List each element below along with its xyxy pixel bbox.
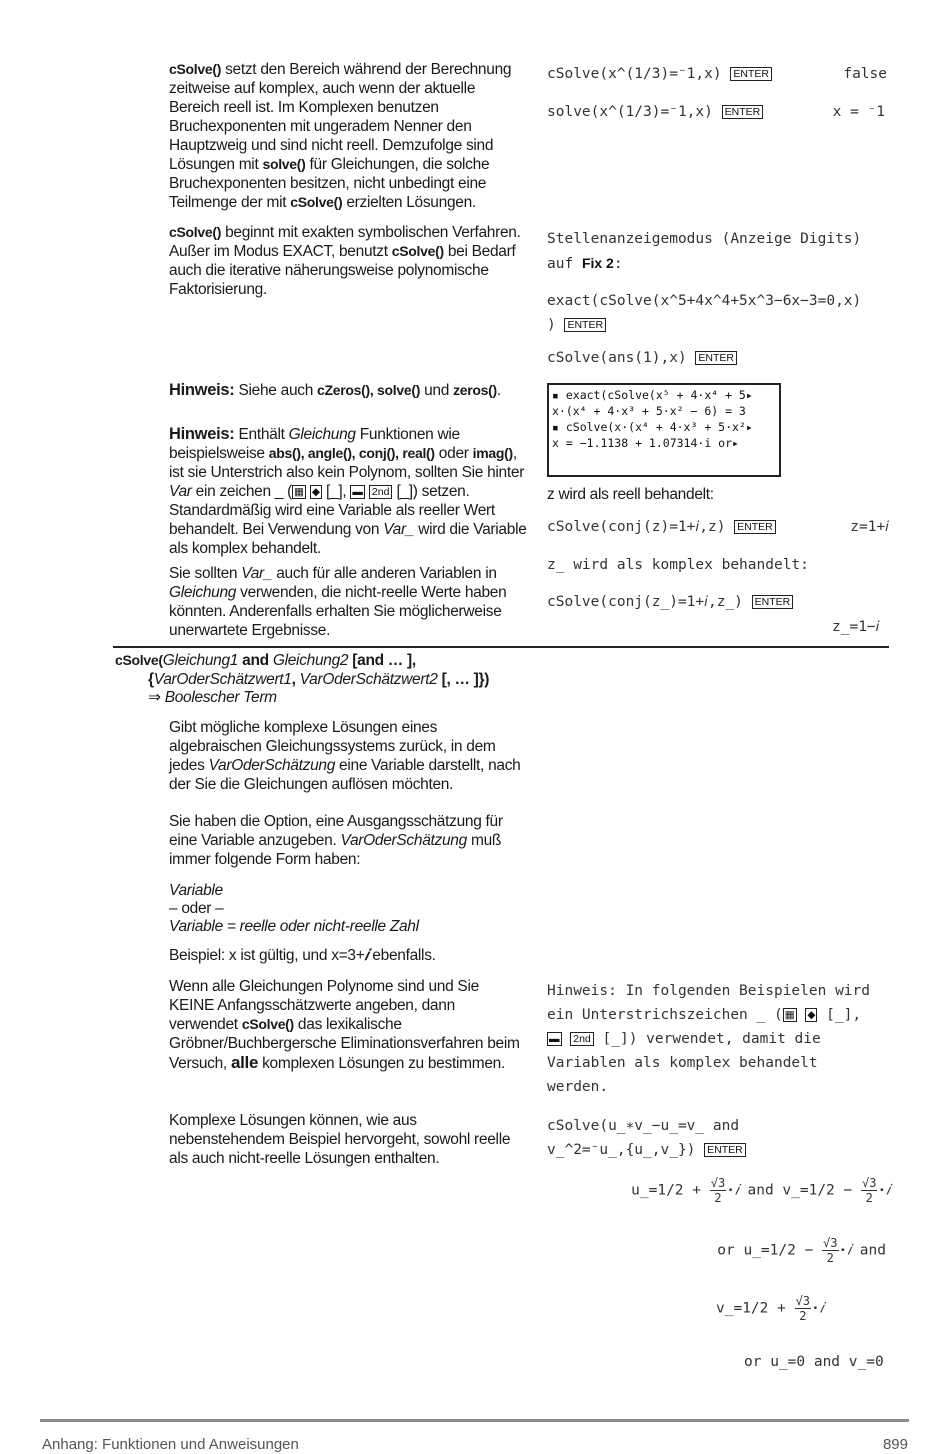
text: werden. [547,1079,609,1095]
text: [_], [826,1007,862,1023]
footer-rule [40,1419,909,1422]
denominator: 2 [865,1191,873,1205]
fraction [822,1236,838,1265]
mode-value: Fix 2 [581,255,614,271]
param: Gleichung2 [272,652,349,669]
expression: cSolve(conj(z)=1+𝑖,z) [547,519,726,535]
example-conj-complex [547,594,793,610]
form-list [169,882,525,936]
syntax: { [148,670,154,688]
text: Var [169,483,192,500]
text: eine Variable darstellt, nach der Sie die Gleichungen auflösen möchten. [169,757,521,793]
paragraph-var-underscore [169,564,531,640]
expression: ) [547,317,556,333]
enter-key: ENTER [564,318,606,332]
result: or u_=1/2 − [717,1242,814,1259]
screen-line: ▪ exact(cSolve(x⁵ + 4·x⁴ + 5▸ [552,388,753,402]
numerator: √3 [861,1176,877,1190]
result-conj-complex: z_=1−𝑖 [832,619,880,635]
note-label: Hinweis: [169,381,235,399]
text: Wenn alle Gleichungen Polynome sind und Sie KEINE Anfangsschätzwerte angeben, dann verwendet [169,978,479,1033]
example-conj-real [547,519,889,539]
fn-name: cSolve() [169,61,222,77]
example-exact-csolve [547,289,892,337]
fn-name: abs(), angle(), conj(), real() [268,445,435,461]
text: Variablen als komplex behandelt [547,1055,818,1071]
text: wird die Variable als komplex behandelt. [169,521,527,557]
fn-name: cSolve() [290,194,343,210]
imaginary-unit: 𝑖 [847,1242,852,1259]
result: x = ⁻1 [832,104,885,120]
text: bei Bedarf auch die iterative näherungsweise polynomische Faktorisierung. [169,243,516,298]
paragraph-csolve-exact-methods [169,223,529,299]
fn-name: imag() [472,445,513,461]
section-divider [113,646,889,648]
text: verwenden, die nicht-reelle Werte haben könnten. Anderenfalls erhalten Sie möglicherweise unerwartete Ergebnisse. [169,584,507,639]
text: Gibt mögliche komplexe Lösungen eines algebraischen Gleichungssystems zurück, in dem jedes [169,719,496,774]
system-result-4: or u_=0 and v_=0 [744,1354,884,1370]
example-note [169,946,525,965]
screen-line: x = −1.1138 + 1.07314·i or▸ [552,436,739,450]
text: Var_ [383,521,415,538]
voyage-key-icon: ▬ [352,486,363,498]
function-signature [115,651,535,708]
text: Stellenanzeigemodus (Anzeige Digits) [547,231,862,247]
param: VarOderSchätzwert2 [299,670,438,688]
arrow-icon: ⇒ [148,689,161,706]
diamond-key-icon: ◆ [311,486,320,498]
denominator: 2 [799,1309,807,1323]
mode-instruction [547,227,892,276]
description-3 [169,977,525,1073]
text: komplexen Lösungen zu bestimmen. [262,1055,505,1072]
text: setzt den Bereich während der Berechnung zeitweise auf komplex, auch wenn der aktuelle Bereich reell ist. Im Komplexen benutzen Bruchexponenten mit ungeradem Nenner den Hauptzweig und sind nicht reell. Demzufolge sind Lösungen mit [169,61,512,173]
result: u_=1/2 + [631,1182,701,1199]
result: false [843,66,887,82]
expression: cSolve(x^(1/3)=⁻1,x) [547,66,722,82]
text: Funktionen wie beispielsweise [169,426,460,462]
calculator-key-icon: ▦ [293,486,304,498]
enter-key: ENTER [734,520,776,534]
note-label: Hinweis: [169,425,235,443]
syntax: [, … ]}) [441,670,490,688]
code: x=3+ [331,947,365,964]
calculator-screen [547,383,781,477]
text: Enthält [238,426,285,443]
text: Sie haben die Option, eine Ausgangsschätzung für eine Variable anzugeben. [169,813,503,849]
expression: cSolve(conj(z_)=1+𝑖,z_) [547,594,743,610]
fn-name: cSolve() [241,1016,294,1032]
text: Beispiel: x ist gültig, und [169,947,328,964]
voyage-key-icon: ▬ [549,1033,560,1045]
expression: exact(cSolve(x^5+4x^4+5x^3−6x−3=0,x) [547,293,862,309]
text: oder [438,445,469,462]
imaginary-unit: 𝑖 [886,1182,890,1199]
expression: v_^2=⁻u_,{u_,v_}) [547,1142,696,1158]
screen-line: ▪ cSolve(x·(x⁴ + 4·x³ + 5·x²▸ [552,420,753,434]
description-4 [169,1111,525,1168]
fraction [710,1176,726,1205]
second-key: 2nd [369,485,393,499]
enter-key: ENTER [730,67,772,81]
form-item: – oder – [169,900,224,917]
fn-name: cSolve( [115,652,163,668]
system-result-3: v_=1/2 + $\frac{√3}{2}$ ·𝑖 [716,1294,824,1323]
text: [_]) verwendet, damit die [602,1031,821,1047]
real-note: z wird als reell behandelt: [547,486,714,503]
diamond-key-icon: ◆ [807,1009,816,1021]
text: Sie sollten [169,565,238,582]
result: v_=1/2 + [716,1300,786,1317]
imaginary-unit: 𝑖 [364,947,369,964]
result: and v_=1/2 − [747,1182,853,1199]
text: : [613,256,623,272]
expression: cSolve(ans(1),x) [547,350,687,366]
text: erzielten Lösungen. [346,194,476,211]
fn-name: solve() [262,156,306,172]
syntax: , [291,670,296,688]
numerator: √3 [710,1176,726,1190]
footer-title: Anhang: Funktionen und Anweisungen [42,1436,299,1453]
description-2 [169,812,525,869]
fn-name: cSolve() [169,224,222,240]
return-type: Boolescher Term [164,689,277,706]
numerator: √3 [823,1236,838,1250]
text: und [424,382,450,399]
text: [_], [326,483,347,500]
system-result-2: or u_=1/2 − $\frac{√3}{2}$ ·𝑖 and [717,1236,886,1265]
enter-key: ENTER [704,1143,746,1157]
page-number: 899 [882,1436,908,1453]
form-item: Variable = reelle oder nicht-reelle Zahl [169,918,419,935]
text: Var_ [241,565,273,582]
emphasis: alle [230,1053,259,1072]
expression: solve(x^(1/3)=⁻1,x) [547,104,713,120]
fn-name: zeros() [453,382,497,398]
example-system [547,1114,892,1162]
text: Gleichung [288,426,356,443]
text: Hinweis: In folgenden Beispielen wird [547,983,871,999]
text: ebenfalls. [372,947,436,964]
result: and [859,1242,886,1259]
expression: cSolve(u_∗v_−u_=v_ and [547,1118,740,1134]
text: muß immer folgende Form haben: [169,832,502,868]
enter-key: ENTER [695,351,737,365]
example-solve-cuberoot [547,104,887,124]
keyword: and [242,652,269,669]
imaginary-unit: 𝑖 [819,1300,824,1317]
screen-line: x·(x⁴ + 4·x³ + 5·x² − 6) = 3 [552,404,746,418]
text: , ist sie Unterstrich also kein Polynom, sollten Sie hinter [169,445,525,481]
imaginary-unit: 𝑖 [734,1182,739,1199]
param: VarOderSchätzung [208,757,336,774]
complex-note: z_ wird als komplex behandelt: [547,557,809,573]
form-item: Variable [169,882,223,899]
fn-name: cZeros(), solve() [317,382,421,398]
note-nonpolynomial [169,425,531,558]
text: ein zeichen _ ( [195,483,292,500]
text: Siehe auch [238,382,314,399]
text: Komplexe Lösungen können, wie aus nebenstehendem Beispiel hervorgeht, sowohl reelle als auch nicht-reelle Lösungen enthalten. [169,1112,511,1167]
text: Gleichung [169,584,237,601]
system-result-1: u_=1/2 + $\frac{√3}{2}$ ·𝑖 and v_=1/2 − $\frac{√3}{2}$ ·𝑖 [631,1176,890,1205]
result: z=1+𝑖 [850,519,889,535]
numerator: √3 [795,1294,811,1308]
note-see-also: Hinweis: Siehe auch cZeros(), solve() und zeros(). [169,381,501,399]
fn-name: cSolve() [391,243,444,259]
param: Gleichung1 [162,652,239,669]
text: auf [547,256,574,272]
text: auch für alle anderen Variablen in [276,565,497,582]
text: [_]) setzen. Standardmäßig wird eine Variable als reeller Wert behandelt. Bei Verwendung von [169,483,495,538]
fraction [795,1294,811,1323]
text: das lexikalische Gröbner/Buchbergersche Eliminationsverfahren beim Versuch, [169,1016,520,1072]
second-key: 2nd [570,1032,594,1046]
paragraph-csolve-complex-domain [169,60,529,212]
enter-key: ENTER [722,105,764,119]
param: VarOderSchätzung [340,832,467,849]
param: VarOderSchätzwert1 [153,670,292,688]
calculator-key-icon: ▦ [784,1009,795,1021]
enter-key: ENTER [752,595,794,609]
example-csolve-cuberoot [547,66,887,86]
text: ein Unterstrichszeichen _ ( [547,1007,783,1023]
text: für Gleichungen, die solche Bruchexponenten besitzen, nicht unbedingt eine Teilmenge der mit [169,156,490,211]
description-1 [169,718,525,794]
underscore-hint [547,979,892,1099]
text: beginnt mit exakten symbolischen Verfahren. Außer im Modus EXACT, benutzt [169,224,521,260]
denominator: 2 [826,1251,834,1265]
fraction [861,1176,877,1205]
denominator: 2 [714,1191,722,1205]
example-csolve-ans [547,350,737,366]
syntax: [and … ], [352,652,416,669]
